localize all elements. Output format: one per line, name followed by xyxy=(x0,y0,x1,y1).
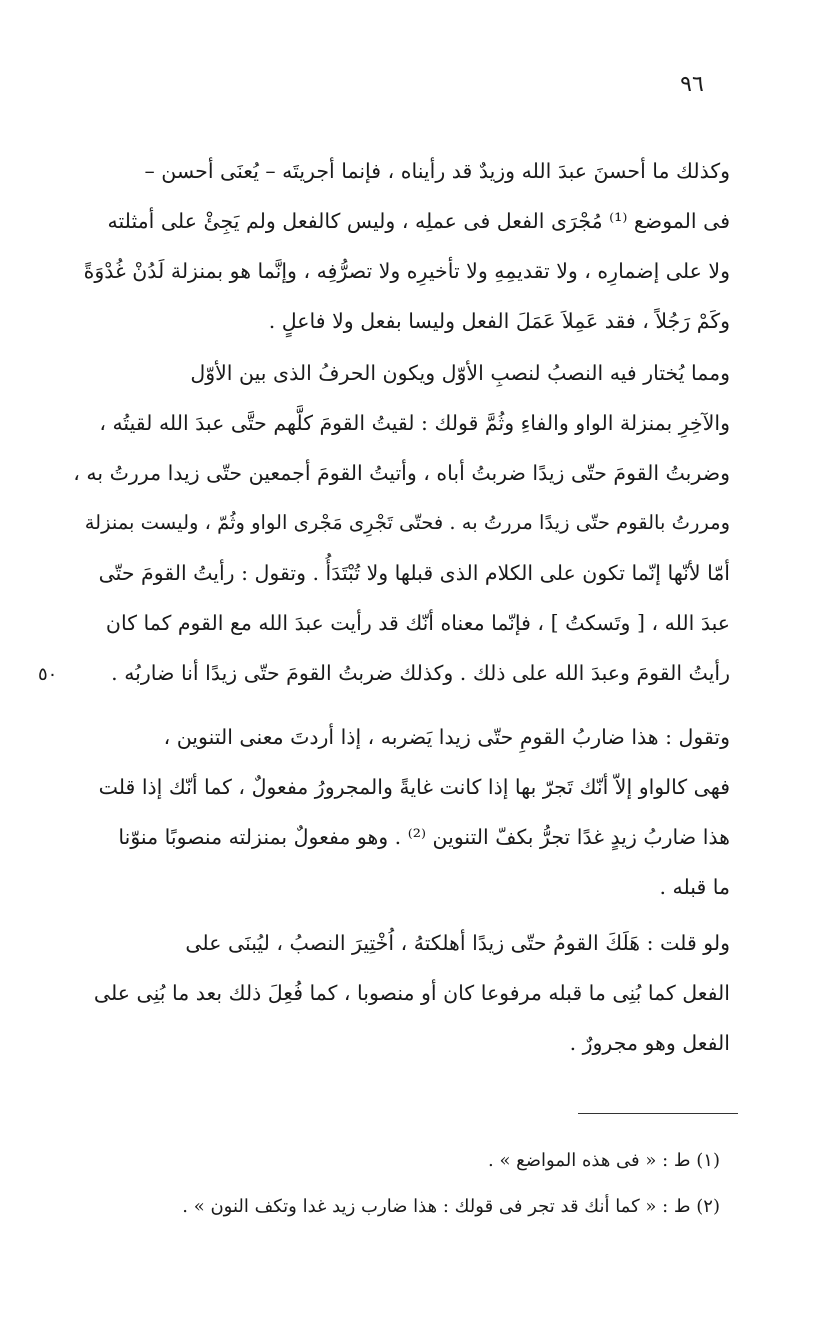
text-line: ولا على إضمارِه ، ولا تقديمِهِ ولا تأخيرِه ولا تصرُّفِه ، وإنَّما هو بمنزلة لَدُنْ غُدْوَةً xyxy=(83,259,730,283)
margin-line-number: ٥٠ xyxy=(38,664,58,685)
text-line: هذا ضاربُ زيدٍ غدًا تجرُّ بكفّ التنوين ⁽²⁾ . وهو مفعولٌ بمنزلته منصوبًا منوّنا xyxy=(118,825,730,849)
text-line: الفعل وهو مجرورٌ . xyxy=(569,1031,730,1055)
text-line: فى الموضع ⁽¹⁾ مُجْرَى الفعل فى عملِه ، وليس كالفعل ولم يَجِئْ على أمثلته xyxy=(107,209,730,233)
text-line: وكذلك ما أحسنَ عبدَ الله وزيدٌ قد رأيناه ، فإنما أجريتَه – يُعنَى أحسن – xyxy=(144,159,730,183)
text-line: الفعل كما بُنِى ما قبله مرفوعا كان أو منصوبا ، كما فُعِلَ ذلك بعد ما بُنِى على xyxy=(93,981,730,1005)
text-line: وتقول : هذا ضاربُ القومِ حتّى زيدا يَضربه ، إذا أردتَ معنى التنوين ، xyxy=(163,725,730,749)
text-line: والآخِرِ بمنزلة الواو والفاءِ وثُمَّ قولك : لقيتُ القومَ كلَّهم حتَّى عبدَ الله لقيتُه ، xyxy=(99,411,730,435)
text-line: رأيتُ القومَ وعبدَ الله على ذلك . وكذلك ضربتُ القومَ حتّى زيدًا أنا ضاربُه . xyxy=(111,661,730,685)
text-line: ولو قلت : هَلَكَ القومُ حتّى زيدًا أهلكتهُ ، اُخْتِيرَ النصبُ ، ليُبنَى على xyxy=(185,931,730,955)
text-line: عبدَ الله ، [ وتَسكتُ ] ، فإنّما معناه أنّك قد رأيت عبدَ الله مع القوم كما كان xyxy=(105,611,730,635)
text-line: أمّا لأنّها إنّما تكون على الكلام الذى قبلها ولا تُبْتَدَأُ . وتقول : رأيتُ القومَ حتّى xyxy=(98,561,730,585)
paragraph-2 xyxy=(70,348,730,698)
footnotes xyxy=(40,1138,720,1230)
text-line: ومررتُ بالقوم حتّى زيدًا مررتُ به . فحتّى تَجْرِى مَجْرى الواو وثُمّ ، وليست بمنزلة xyxy=(84,511,730,534)
text-line: ومما يُختار فيه النصبُ لنصبِ الأوّل ويكون الحرفُ الذى بين الأوّل xyxy=(190,361,730,385)
footnote-divider xyxy=(578,1113,738,1114)
paragraph-4 xyxy=(70,918,730,1068)
page-number: ٩٦ xyxy=(680,72,704,97)
paragraph-3 xyxy=(70,712,730,912)
text-line: وكَمْ رَجُلاً ، فقد عَمِلاَ عَمَلَ الفعل وليسا بفعل ولا فاعلٍ . xyxy=(268,309,730,333)
paragraph-1 xyxy=(70,146,730,346)
text-line: فهى كالواو إلاّ أنّك تَجرّ بها إذا كانت غايةً والمجرورُ مفعولٌ ، كما أنّك إذا قلت xyxy=(98,775,730,799)
footnote-1: (١) ط : « فى هذه المواضع » . xyxy=(488,1150,720,1171)
footnote-2: (٢) ط : « كما أنك قد تجر فى قولك : هذا ضارب زيد غدا وتكف النون » . xyxy=(182,1196,720,1217)
text-line: وضربتُ القومَ حتّى زيدًا ضربتُ أباه ، وأتيتُ القومَ أجمعين حتّى زيدا مررتُ به ، xyxy=(73,461,730,485)
text-line: ما قبله . xyxy=(659,875,730,899)
